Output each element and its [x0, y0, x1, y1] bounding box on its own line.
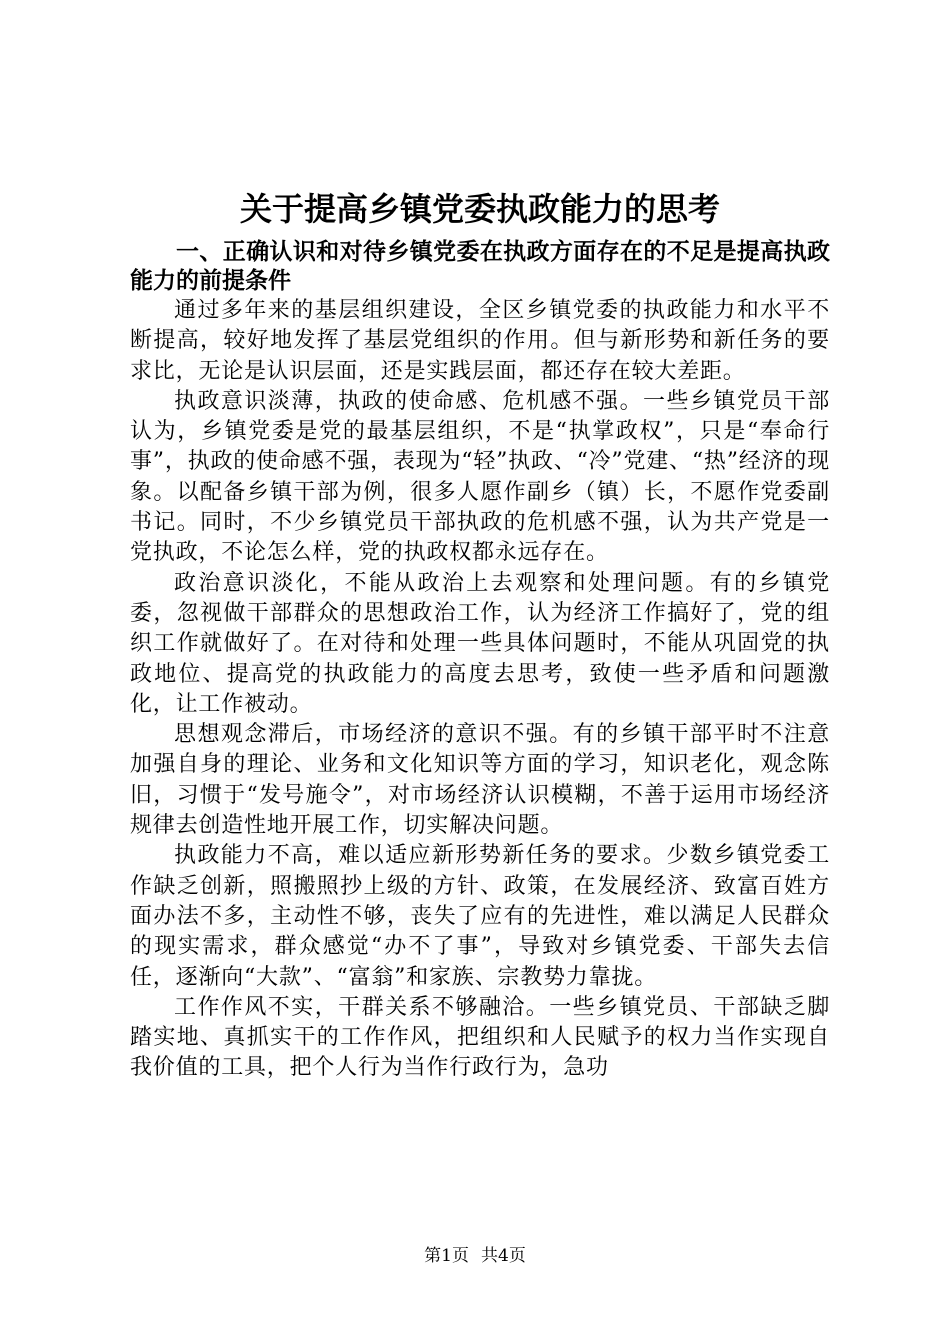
- page-total: 共4页: [481, 1246, 526, 1266]
- page-number: 第1页: [424, 1246, 469, 1266]
- page-footer: [0, 1246, 950, 1266]
- paragraph-3: 政治意识淡化，不能从政治上去观察和处理问题。有的乡镇党委，忽视做干部群众的思想政治工作，认为经济工作搞好了，党的组织工作就做好了。在对待和处理一些具体问题时，不能从巩固党的执政地位、提高党的执政能力的高度去思考，致使一些矛盾和问题激化，让工作被动。: [130, 570, 830, 717]
- paragraph-2: 执政意识淡薄，执政的使命感、危机感不强。一些乡镇党员干部认为，乡镇党委是党的最基层组织，不是“执掌政权”，只是“奉命行事”，执政的使命感不强，表现为“轻”执政、“冷”党建、“热”经济的现象。以配备乡镇干部为例，很多人愿作副乡（镇）长，不愿作党委副书记。同时，不少乡镇党员干部执政的危机感不强，认为共产党是一党执政，不论怎么样，党的执政权都永远存在。: [130, 388, 830, 566]
- paragraph-4: 思想观念滞后，市场经济的意识不强。有的乡镇干部平时不注意加强自身的理论、业务和文化知识等方面的学习，知识老化，观念陈旧，习惯于“发号施令”，对市场经济认识模糊，不善于运用市场经济规律去创造性地开展工作，切实解决问题。: [130, 722, 830, 839]
- section-heading: 一、正确认识和对待乡镇党委在执政方面存在的不足是提高执政能力的前提条件: [130, 239, 830, 294]
- paragraph-5: 执政能力不高，难以适应新形势新任务的要求。少数乡镇党委工作缺乏创新，照搬照抄上级的方针、政策，在发展经济、致富百姓方面办法不多，主动性不够，丧失了应有的先进性，难以满足人民群众的现实需求，群众感觉“办不了事”，导致对乡镇党委、干部失去信任，逐渐向“大款”、“富翁”和家族、宗教势力靠拢。: [130, 843, 830, 990]
- paragraph-1: 通过多年来的基层组织建设，全区乡镇党委的执政能力和水平不断提高，较好地发挥了基层党组织的作用。但与新形势和新任务的要求比，无论是认识层面，还是实践层面，都还存在较大差距。: [130, 298, 830, 384]
- paragraph-6: 工作作风不实，干群关系不够融洽。一些乡镇党员、干部缺乏脚踏实地、真抓实干的工作作风，把组织和人民赋予的权力当作实现自我价值的工具，把个人行为当作行政行为，急功: [130, 994, 830, 1081]
- document-title: 关于提高乡镇党委执政能力的思考: [239, 190, 720, 228]
- document-page: [130, 184, 830, 1084]
